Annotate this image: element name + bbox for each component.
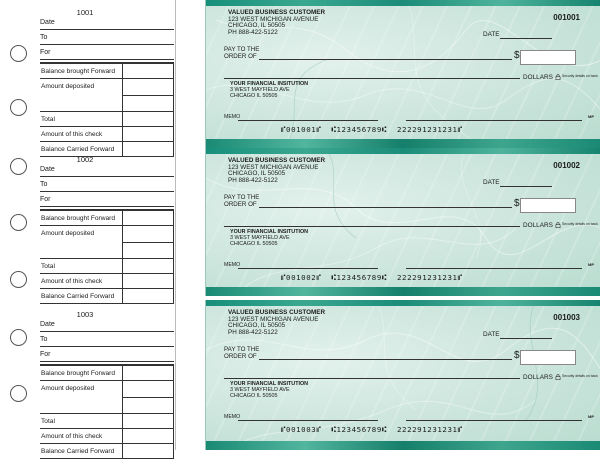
- mp-mark: MP: [588, 114, 594, 119]
- stub-amount-box[interactable]: [122, 142, 174, 156]
- stub-register: [40, 209, 174, 304]
- security-note: [555, 222, 598, 228]
- check: [205, 0, 600, 148]
- amount-box[interactable]: [520, 198, 576, 213]
- stub-amount-box[interactable]: [122, 79, 174, 111]
- bank-info: [230, 230, 308, 248]
- stub-date-line[interactable]: [40, 16, 174, 30]
- stub-row-balance-carried: [40, 289, 174, 304]
- stub-total-label: Total: [41, 116, 55, 123]
- dollar-sign: $: [514, 50, 520, 61]
- stub-amount-box[interactable]: [122, 226, 174, 258]
- customer-name: VALUED BUSINESS CUSTOMER: [228, 9, 326, 16]
- bank-name: YOUR FINANCIAL INSITUTION: [230, 381, 309, 387]
- bank-info: [230, 82, 308, 100]
- check-top-band: [206, 148, 600, 154]
- stub-row-deposited: [40, 226, 174, 259]
- stub-to-label: To: [40, 181, 48, 188]
- bank-name: YOUR FINANCIAL INSITUTION: [230, 229, 309, 235]
- dollars-label: DOLLARS: [523, 374, 553, 381]
- lock-icon: [555, 222, 561, 228]
- stub-amount-box[interactable]: [122, 366, 174, 380]
- amount-box[interactable]: [520, 50, 576, 65]
- stub-register: [40, 62, 174, 157]
- check-number: 001002: [553, 161, 580, 170]
- customer-address1: 123 WEST MICHIGAN AVENUE: [228, 163, 319, 171]
- check-number: 001001: [553, 13, 580, 22]
- micr-line: ⑈001003⑈ ⑆123456789⑆ 222291231231⑈: [281, 425, 463, 434]
- stub-divider: [175, 0, 203, 450]
- binder-hole: [10, 329, 27, 346]
- bank-address2: CHICAGO IL 50505: [230, 240, 278, 247]
- stub-row-balance-carried: [40, 444, 174, 459]
- customer-address2: CHICAGO, IL 50505: [228, 22, 286, 30]
- stub-row-balance-forward: [40, 211, 174, 226]
- stub-date-line[interactable]: [40, 318, 174, 332]
- stub-deposited-label: Amount deposited: [41, 385, 95, 392]
- customer-name: VALUED BUSINESS CUSTOMER: [228, 309, 326, 316]
- stub-amount-box[interactable]: [122, 64, 174, 78]
- stub-amount-box[interactable]: [122, 289, 174, 303]
- check-bottom-band: [206, 139, 600, 148]
- customer-address1: 123 WEST MICHIGAN AVENUE: [228, 315, 319, 323]
- pay-to-line2: ORDER OF: [224, 353, 257, 360]
- memo-field[interactable]: [238, 268, 378, 269]
- signature-field[interactable]: [406, 420, 582, 421]
- pay-to-label: [224, 194, 259, 208]
- stub-row-check-amount: [40, 127, 174, 142]
- stub-number: 1001: [76, 8, 94, 17]
- stub-amount-box[interactable]: [122, 112, 174, 126]
- amount-words-field[interactable]: [224, 378, 520, 379]
- stub-balance-forward-label: Balance brought Forward: [41, 215, 116, 222]
- date-field[interactable]: [500, 38, 552, 39]
- mp-mark: MP: [588, 262, 594, 267]
- pay-to-line2: ORDER OF: [224, 53, 257, 60]
- customer-name: VALUED BUSINESS CUSTOMER: [228, 157, 326, 164]
- dollar-sign: $: [514, 198, 520, 209]
- stub-to-label: To: [40, 336, 48, 343]
- check-top-band: [206, 0, 600, 6]
- binder-hole: [10, 271, 27, 288]
- binder-hole: [10, 385, 27, 402]
- customer-phone: PH 888-422-5122: [228, 28, 278, 36]
- bank-address2: CHICAGO IL 50505: [230, 92, 278, 99]
- stub-number: 1002: [76, 155, 94, 164]
- check-stub: [40, 155, 174, 300]
- check-stub: [40, 310, 174, 455]
- stub-amount-box[interactable]: [122, 444, 174, 458]
- pay-to-line2: ORDER OF: [224, 201, 257, 208]
- check: [205, 300, 600, 450]
- memo-label: MEMO: [224, 114, 241, 120]
- dollars-label: DOLLARS: [523, 74, 553, 81]
- stub-balance-carried-label: Balance Carried Forward: [41, 448, 115, 455]
- lock-icon: [555, 374, 561, 380]
- check-bottom-band: [206, 441, 600, 450]
- pay-to-line1: PAY TO THE: [224, 194, 260, 201]
- lock-icon: [555, 74, 561, 80]
- stub-amount-box[interactable]: [122, 429, 174, 443]
- stub-date-line[interactable]: [40, 163, 174, 177]
- stub-amount-box[interactable]: [122, 259, 174, 273]
- bank-address2: CHICAGO IL 50505: [230, 392, 278, 399]
- check-number: 001003: [553, 313, 580, 322]
- check-bottom-band: [206, 287, 600, 296]
- stub-row-check-amount: [40, 429, 174, 444]
- check-stub: [40, 8, 174, 153]
- binder-hole: [10, 214, 27, 231]
- stub-for-line[interactable]: [40, 193, 174, 207]
- stub-balance-carried-label: Balance Carried Forward: [41, 293, 115, 300]
- stub-for-line[interactable]: [40, 348, 174, 362]
- stub-row-deposited: [40, 381, 174, 414]
- binder-hole: [10, 45, 27, 62]
- stub-row-deposited: [40, 79, 174, 112]
- stub-to-line[interactable]: [40, 178, 174, 192]
- stub-total-label: Total: [41, 418, 55, 425]
- stub-row-total: [40, 259, 174, 274]
- stub-row-total: [40, 112, 174, 127]
- amount-words-field[interactable]: [224, 226, 520, 227]
- pay-to-label: [224, 346, 259, 360]
- dollar-sign: $: [514, 350, 520, 361]
- stub-balance-forward-label: Balance brought Forward: [41, 370, 116, 377]
- stub-amount-box[interactable]: [122, 127, 174, 141]
- stub-for-label: For: [40, 49, 51, 56]
- date-label: DATE: [483, 31, 500, 38]
- stub-row-total: [40, 414, 174, 429]
- stub-to-line[interactable]: [40, 31, 174, 45]
- stub-row-check-amount: [40, 274, 174, 289]
- stub-register: [40, 364, 174, 459]
- stub-row-balance-forward: [40, 366, 174, 381]
- date-field[interactable]: [500, 338, 552, 339]
- memo-field[interactable]: [238, 420, 378, 421]
- stub-date-label: Date: [40, 19, 55, 26]
- customer-info: [228, 310, 325, 336]
- micr-line: ⑈001002⑈ ⑆123456789⑆ 222291231231⑈: [281, 273, 463, 282]
- stub-deposited-label: Amount deposited: [41, 83, 95, 90]
- customer-info: [228, 10, 325, 36]
- amount-words-field[interactable]: [224, 78, 520, 79]
- stub-date-label: Date: [40, 321, 55, 328]
- bank-name: YOUR FINANCIAL INSITUTION: [230, 81, 309, 87]
- stub-check-amount-label: Amount of this check: [41, 433, 103, 440]
- stub-balance-carried-label: Balance Carried Forward: [41, 146, 115, 153]
- stub-deposited-label: Amount deposited: [41, 230, 95, 237]
- binder-hole: [10, 99, 27, 116]
- stub-balance-forward-label: Balance brought Forward: [41, 68, 116, 75]
- stub-row-balance-forward: [40, 64, 174, 79]
- date-label: DATE: [483, 179, 500, 186]
- memo-label: MEMO: [224, 262, 241, 268]
- customer-phone: PH 888-422-5122: [228, 328, 278, 336]
- date-label: DATE: [483, 331, 500, 338]
- pay-to-label: [224, 46, 259, 60]
- stub-for-label: For: [40, 196, 51, 203]
- security-note-text: Security details on back: [562, 222, 598, 227]
- date-field[interactable]: [500, 186, 552, 187]
- bank-address1: 3 WEST MAYFIELD AVE: [230, 234, 290, 241]
- stub-amount-box[interactable]: [122, 414, 174, 428]
- mp-mark: MP: [588, 414, 594, 419]
- stub-to-label: To: [40, 34, 48, 41]
- security-note: [555, 74, 598, 80]
- stub-amount-box[interactable]: [122, 211, 174, 225]
- security-note-text: Security details on back: [562, 74, 598, 79]
- stub-for-label: For: [40, 351, 51, 358]
- stub-check-amount-label: Amount of this check: [41, 278, 103, 285]
- customer-address2: CHICAGO, IL 50505: [228, 322, 286, 330]
- stub-amount-box[interactable]: [122, 381, 174, 413]
- customer-info: [228, 158, 325, 184]
- payee-field[interactable]: [259, 207, 512, 208]
- amount-box[interactable]: [520, 350, 576, 365]
- stub-total-label: Total: [41, 263, 55, 270]
- dollars-label: DOLLARS: [523, 222, 553, 229]
- check: [205, 148, 600, 296]
- security-note: [555, 374, 598, 380]
- customer-address1: 123 WEST MICHIGAN AVENUE: [228, 15, 319, 23]
- payee-field[interactable]: [259, 359, 512, 360]
- bank-info: [230, 382, 308, 400]
- customer-address2: CHICAGO, IL 50505: [228, 170, 286, 178]
- signature-field[interactable]: [406, 268, 582, 269]
- binder-hole: [10, 158, 27, 175]
- pay-to-line1: PAY TO THE: [224, 346, 260, 353]
- micr-line: ⑈001001⑈ ⑆123456789⑆ 222291231231⑈: [281, 125, 463, 134]
- memo-label: MEMO: [224, 414, 241, 420]
- check-top-band: [206, 300, 600, 306]
- stub-number: 1003: [76, 310, 94, 319]
- stub-to-line[interactable]: [40, 333, 174, 347]
- customer-phone: PH 888-422-5122: [228, 176, 278, 184]
- stub-date-label: Date: [40, 166, 55, 173]
- security-note-text: Security details on back: [562, 374, 598, 379]
- stub-amount-box[interactable]: [122, 274, 174, 288]
- bank-address1: 3 WEST MAYFIELD AVE: [230, 386, 290, 393]
- memo-field[interactable]: [238, 120, 378, 121]
- payee-field[interactable]: [259, 59, 512, 60]
- pay-to-line1: PAY TO THE: [224, 46, 260, 53]
- stub-for-line[interactable]: [40, 46, 174, 60]
- bank-address1: 3 WEST MAYFIELD AVE: [230, 86, 290, 93]
- stub-check-amount-label: Amount of this check: [41, 131, 103, 138]
- signature-field[interactable]: [406, 120, 582, 121]
